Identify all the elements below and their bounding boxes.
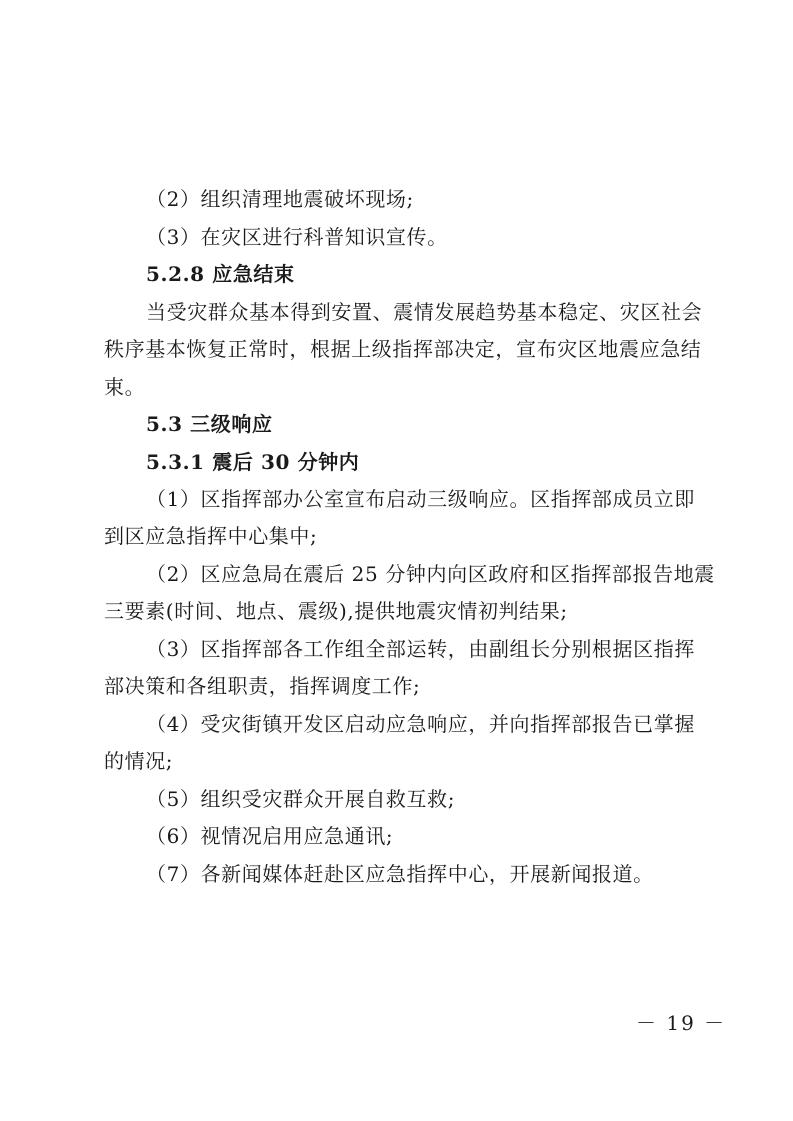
section-heading-5-3: 5.3 三级响应 [146,412,273,436]
list-item-5: （5）组织受灾群众开展自救互救; [146,787,456,811]
paragraph-line: 当受灾群众基本得到安置、震情发展趋势基本稳定、灾区社会 [146,300,703,324]
list-item-3: （3）在灾区进行科普知识宣传。 [146,225,448,249]
list-item-2: （2）区应急局在震后 25 分钟内向区政府和区指挥部报告地震 [146,562,715,586]
page-number: － 19 － [636,1011,727,1035]
paragraph-line: 束。 [104,375,146,399]
list-item-2: （2）组织清理地震破坏现场; [146,187,414,211]
section-heading-5-2-8: 5.2.8 应急结束 [146,262,295,286]
list-item-2-continued: 三要素(时间、地点、震级),提供地震灾情初判结果; [104,599,568,623]
list-item-6: （6）视情况启用应急通讯; [146,824,394,848]
list-item-1: （1）区指挥部办公室宣布启动三级响应。区指挥部成员立即 [146,487,695,511]
list-item-3-continued: 部决策和各组职责，指挥调度工作; [104,674,421,698]
list-item-7: （7）各新闻媒体赶赴区应急指挥中心，开展新闻报道。 [146,862,654,886]
paragraph-line: 秩序基本恢复正常时，根据上级指挥部决定，宣布灾区地震应急结 [104,337,702,361]
list-item-4-continued: 的情况; [104,749,174,773]
section-heading-5-3-1: 5.3.1 震后 30 分钟内 [146,450,360,474]
list-item-4: （4）受灾街镇开发区启动应急响应，并向指挥部报告已掌握 [146,712,695,736]
list-item-3: （3）区指挥部各工作组全部运转，由副组长分别根据区指挥 [146,637,695,661]
list-item-1-continued: 到区应急指挥中心集中; [104,524,318,548]
